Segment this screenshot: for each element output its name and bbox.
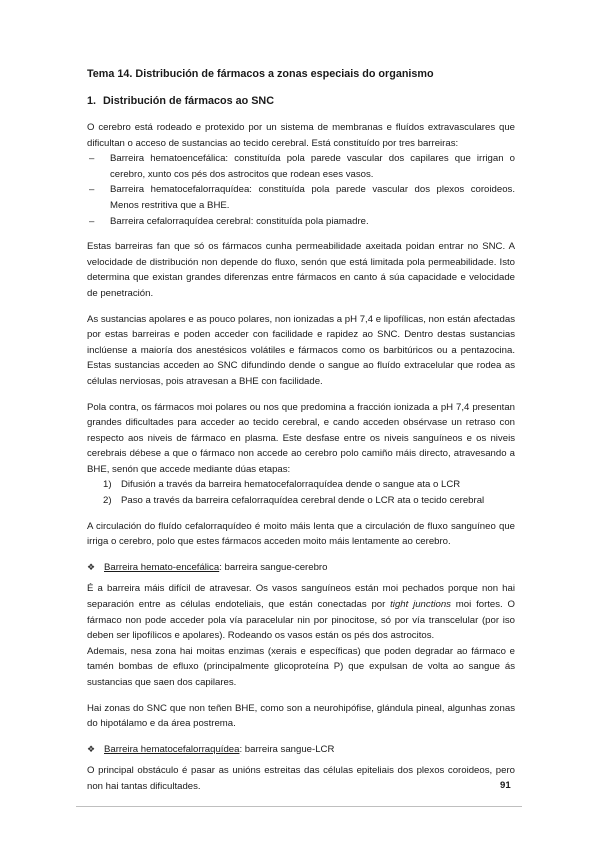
page-content	[87, 66, 515, 795]
steps-list	[87, 477, 515, 508]
chapter-title: Tema 14. Distribución de fármacos a zonas especiais do organismo	[87, 68, 434, 80]
step-marker: 1)	[103, 479, 112, 491]
list-item	[87, 151, 515, 182]
dash-marker: –	[89, 215, 95, 227]
permeability-paragraph: Estas barreiras fan que só os fármacos cunha permeabilidade axeitada poidan entrar no SNC. A velocidade de distribución non depende do fluxo, senón que está limitada pola permeabilidade. Isto determina que existan grandes diferenzas entre fármacos en canto á súa capacidade e velocidade de penetración.	[87, 241, 515, 299]
intro-paragraph: O cerebro está rodeado e protexido por un sistema de membranas e fluídos extravasculares que dificultan o acceso de sustancias ao tecido cerebral. Está constituído por tres barreiras:	[87, 122, 515, 149]
apolar-paragraph: As sustancias apolares e as pouco polares, non ionizadas a pH 7,4 e lipofílicas, non están afectadas por estas barreiras e poden acceder con facilidade e rapidez ao SNC. Dentro destas sustancias inclúense a maioría dos anestésicos volátiles e fármacos como os barbitúricos ou a pentazocina. Estas sustancias acceden ao SNC difundindo dende o sangue ao fluído extracelular que rodea as células nerviosas, pois atravesan a BHE con facilidade.	[87, 313, 515, 387]
barrier-text: Barreira cefalorraquídea cerebral: constituída pola piamadre.	[110, 215, 369, 227]
list-item	[87, 182, 515, 213]
bhe-paragraph-1: É a barreira máis difícil de atravesar. Os vasos sanguíneos están moi pechados porque non hai separación entre as células endoteliais, que están conectadas por tight junctions moi fortes. O fármaco non pode acceder pola vía paracelular nin por pinocitose, só por vía transcelular (por iso deben ser lipofílicos e apolares). Rodeando os vasos están os pés dos astrocitos.	[87, 583, 516, 642]
footer-rule	[76, 806, 522, 807]
page-number: 91	[500, 780, 511, 791]
polar-paragraph: Pola contra, os fármacos moi polares ou nos que predomina a fracción ionizada a pH 7,4 presentan grandes dificultades para acceder ao tecido cerebral, e cando acceden obsérvase un retraso con respecto aos niveis de fármaco en plasma. Este desfase entre os niveis sanguíneos e os niveis cerebrais débese a que o fármaco non accede ao cerebro polo camiño máis directo, atravesando a BHE, senón que accede mediante dúas etapas:	[87, 401, 515, 475]
barrier-text: Barreira hematoencefálica: constituída pola parede vascular dos capilares que irrigan o cerebro, xunto cos pés dos astrocitos que rodean eses vasos.	[110, 153, 515, 180]
dash-marker: –	[89, 184, 95, 196]
step-text: Difusión a través da barreira hematocefalorraquídea dende o sangue ata o LCR	[121, 479, 461, 491]
diamond-bullet-icon: ❖	[87, 743, 96, 754]
subheading-rest: : barreira sangue-LCR	[239, 743, 335, 755]
step-text: Paso a través da barreira cefalorraquídea cerebral dende o LCR ata o tecido cerebral	[121, 495, 485, 507]
step-marker: 2)	[103, 495, 112, 507]
list-item	[87, 214, 515, 230]
subheading-underlined: Barreira hemato-encefálica	[104, 561, 220, 573]
dash-marker: –	[89, 153, 95, 165]
lcr-paragraph: A circulación do fluído cefalorraquídeo é moito máis lenta que a circulación de fluxo sanguíneo que irriga o cerebro, polo que estes fármacos acceden moito máis lentamente ao cerebro.	[87, 520, 515, 548]
section-heading	[87, 93, 515, 109]
bhe-paragraph-2: Ademais, nesa zona hai moitas enzimas (xerais e específicas) que poden degradar ao fármaco e tamén bombas de efluxo (principalmente glicoproteína P) que expulsan de volta ao sangue ás sustancias que saen dos capilares.	[87, 645, 515, 688]
diamond-bullet-icon: ❖	[87, 561, 96, 572]
section-number: 1.	[87, 95, 97, 107]
list-item	[87, 477, 515, 493]
subheading-rest: : barreira sangue-cerebro	[219, 561, 328, 573]
bhcr-paragraph: O principal obstáculo é pasar as unións estreitas das células epiteliais dos plexos coroideos, pero non hai tantas dificultades.	[87, 765, 515, 792]
subheading-bhcr	[87, 742, 515, 758]
subheading-bhe	[87, 560, 515, 576]
subheading-underlined: Barreira hematocefalorraquídea	[104, 743, 240, 755]
section-title: Distribución de fármacos ao SNC	[103, 95, 274, 107]
bhe-paragraph-3: Hai zonas do SNC que non teñen BHE, como son a neurohipófise, glándula pineal, algunhas zonas do hipotálamo e da área postrema.	[87, 702, 515, 730]
barriers-list	[87, 151, 515, 229]
list-item	[87, 493, 515, 509]
barrier-text: Barreira hematocefalorraquídea: constituída pola parede vascular dos plexos coroideos. Menos restritiva que a BHE.	[110, 184, 515, 211]
tight-junctions-term: tight junctions	[390, 599, 451, 611]
